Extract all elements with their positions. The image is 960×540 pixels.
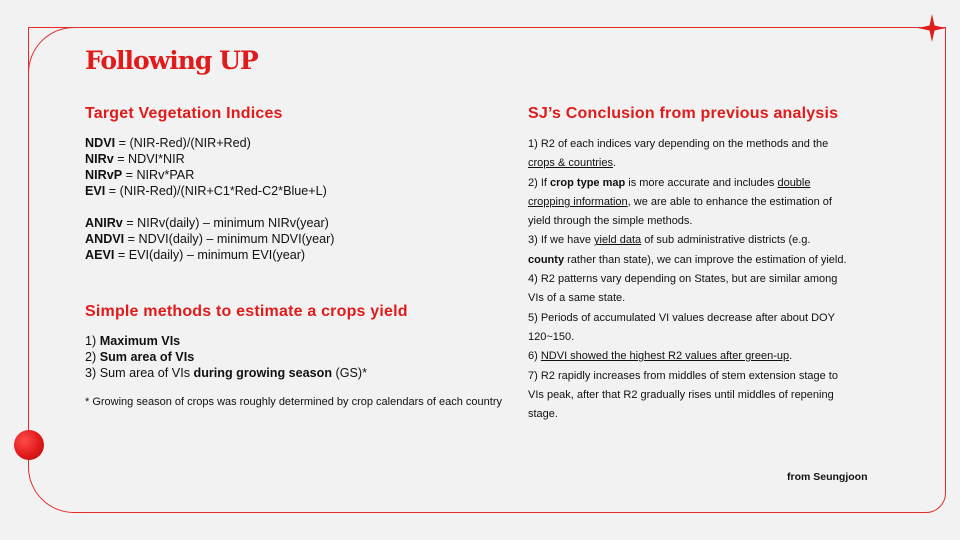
conclusion-line: VIs of a same state. xyxy=(528,292,626,305)
conclusion-line: 2) If crop type map is more accurate and includes double xyxy=(528,176,811,189)
author-credit: from Seungjoon xyxy=(787,471,868,483)
methods-list xyxy=(85,333,367,381)
conclusion-line: 5) Periods of accumulated VI values decrease after about DOY xyxy=(528,311,835,324)
formula-aevi: AEVI = EVI(daily) – minimum EVI(year) xyxy=(85,248,306,262)
growing-season-note: * Growing season of crops was roughly determined by crop calendars of each country xyxy=(85,396,502,408)
conclusion-line: VIs peak, after that R2 gradually rises until middles of repening xyxy=(528,388,834,401)
conclusion-line: stage. xyxy=(528,408,558,421)
formula-ndvi: NDVI = (NIR-Red)/(NIR+Red) xyxy=(85,136,251,150)
slide-title: Following UP xyxy=(85,46,258,75)
conclusion-text xyxy=(528,135,878,424)
formula-evi: EVI = (NIR-Red)/(NIR+C1*Red-C2*Blue+L) xyxy=(85,184,327,198)
conclusion-line: 4) R2 patterns vary depending on States, but are similar among xyxy=(528,273,838,286)
formula-nirvp: NIRvP = NIRv*PAR xyxy=(85,168,195,182)
method-item: 1) Maximum VIs xyxy=(85,334,181,348)
vi-heading: Target Vegetation Indices xyxy=(85,105,283,122)
conclusion-line: 6) NDVI showed the highest R2 values after green-up. xyxy=(528,350,793,363)
anomaly-formula-list xyxy=(85,215,334,263)
conclusion-line: crops & countries. xyxy=(528,157,617,170)
red-dot-icon xyxy=(14,430,44,460)
conclusion-line: county rather than state), we can improve the estimation of yield. xyxy=(528,253,847,266)
conclusion-line: 120~150. xyxy=(528,330,575,343)
conclusion-line: 3) If we have yield data of sub administrative districts (e.g. xyxy=(528,234,811,247)
sparkle-icon xyxy=(918,14,946,42)
conclusion-line: 7) R2 rapidly increases from middles of stem extension stage to xyxy=(528,369,838,382)
method-item: 2) Sum area of VIs xyxy=(85,350,195,364)
vi-formula-list xyxy=(85,135,327,199)
formula-anirv: ANIRv = NIRv(daily) – minimum NIRv(year) xyxy=(85,216,329,230)
conclusion-line: 1) R2 of each indices vary depending on the methods and the xyxy=(528,138,829,150)
formula-andvi: ANDVI = NDVI(daily) – minimum NDVI(year) xyxy=(85,232,335,246)
conclusion-heading: SJ’s Conclusion from previous analysis xyxy=(528,105,839,122)
conclusion-line: yield through the simple methods. xyxy=(528,215,693,228)
conclusion-line: cropping information, we are able to enhance the estimation of xyxy=(528,195,832,208)
formula-nirv: NIRv = NDVI*NIR xyxy=(85,152,185,166)
method-item: 3) Sum area of VIs during growing season (GS)* xyxy=(85,366,368,380)
methods-heading: Simple methods to estimate a crops yield xyxy=(85,303,408,320)
